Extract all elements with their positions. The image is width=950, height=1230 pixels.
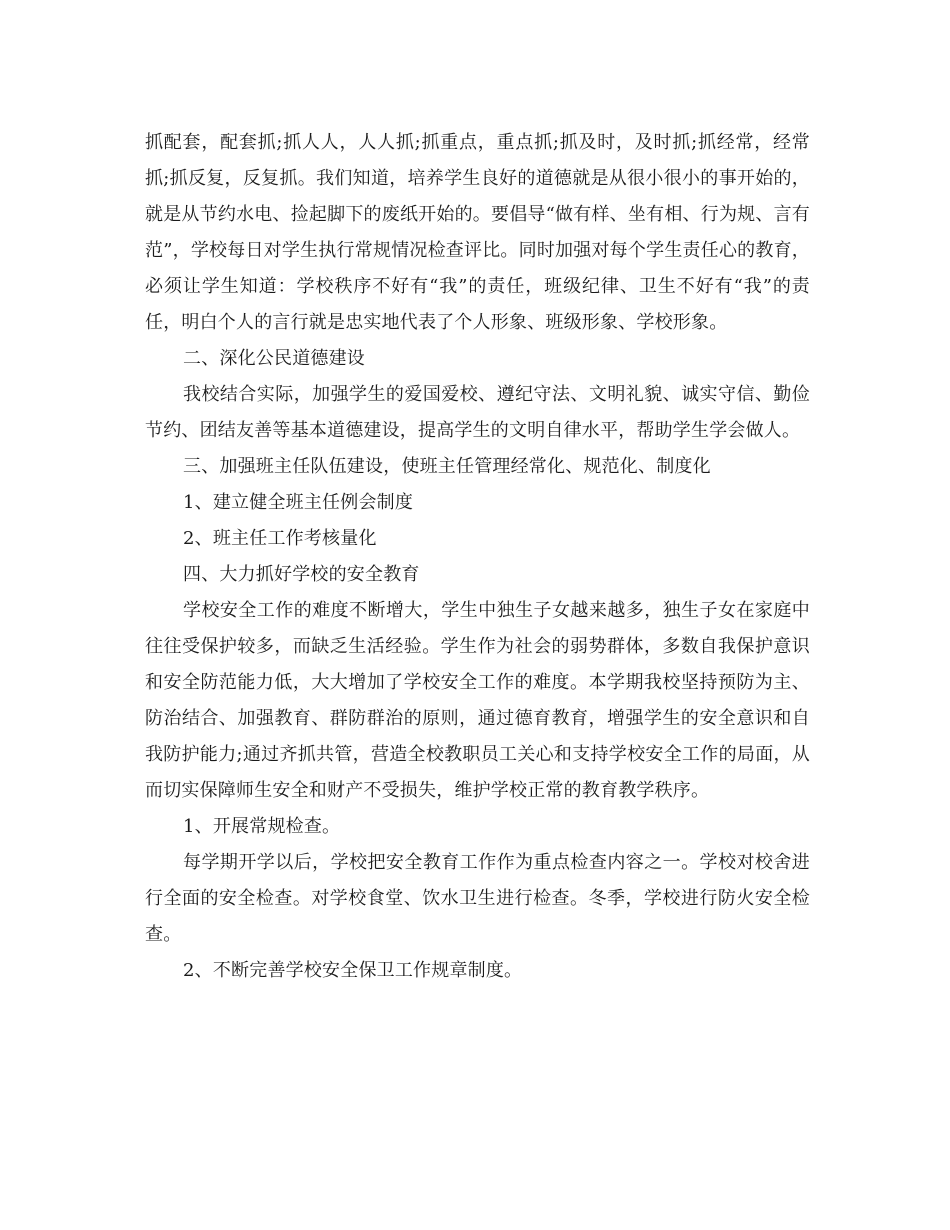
document-body bbox=[145, 125, 810, 989]
paragraph-civic-morality: 我校结合实际，加强学生的爱国爱校、遵纪守法、文明礼貌、诚实守信、勤俭节约、团结友善等基本道德建设，提高学生的文明自律水平，帮助学生学会做人。 bbox=[145, 384, 810, 441]
paragraph-safety-education: 学校安全工作的难度不断增大，学生中独生子女越来越多，独生子女在家庭中往往受保护较多，而缺乏生活经验。学生作为社会的弱势群体，多数自我保护意识和安全防范能力低，大大增加了学校安全工作的难度。本学期我校坚持预防为主、防治结合、加强教育、群防群治的原则，通过德育教育，增强学生的安全意识和自我防护能力;通过齐抓共管，营造全校教职员工关心和支持学校安全工作的局面，从而切实保障师生安全和财产不受损失，维护学校正常的教育教学秩序。 bbox=[145, 600, 810, 801]
item-safety-regulations: 2、不断完善学校安全保卫工作规章制度。 bbox=[183, 960, 523, 981]
paragraph-routine-inspection: 每学期开学以后，学校把安全教育工作作为重点检查内容之一。学校对校舍进行全面的安全检查。对学校食堂、饮水卫生进行检查。冬季，学校进行防火安全检查。 bbox=[145, 852, 810, 945]
paragraph-discipline-continued: 抓配套，配套抓;抓人人，人人抓;抓重点，重点抓;抓及时，及时抓;抓经常，经常抓;抓反复，反复抓。我们知道，培养学生良好的道德就是从很小很小的事开始的，就是从节约水电、捡起脚下的废纸开始的。要倡导“做有样、坐有相、行为规、言有范”，学校每日对学生执行常规情况检查评比。同时加强对每个学生责任心的教育，必须让学生知道：学校秩序不好有“我”的责任，班级纪律、卫生不好有“我”的责任，明白个人的言行就是忠实地代表了个人形象、班级形象、学校形象。 bbox=[145, 132, 810, 333]
heading-civic-morality: 二、深化公民道德建设 bbox=[183, 348, 365, 369]
item-class-teacher-assessment: 2、班主任工作考核量化 bbox=[183, 528, 377, 549]
heading-safety-education: 四、大力抓好学校的安全教育 bbox=[183, 564, 420, 585]
item-routine-inspection: 1、开展常规检查。 bbox=[183, 816, 341, 837]
heading-class-teacher-team: 三、加强班主任队伍建设，使班主任管理经常化、规范化、制度化 bbox=[183, 456, 711, 477]
item-class-teacher-meetings: 1、建立健全班主任例会制度 bbox=[183, 492, 414, 513]
